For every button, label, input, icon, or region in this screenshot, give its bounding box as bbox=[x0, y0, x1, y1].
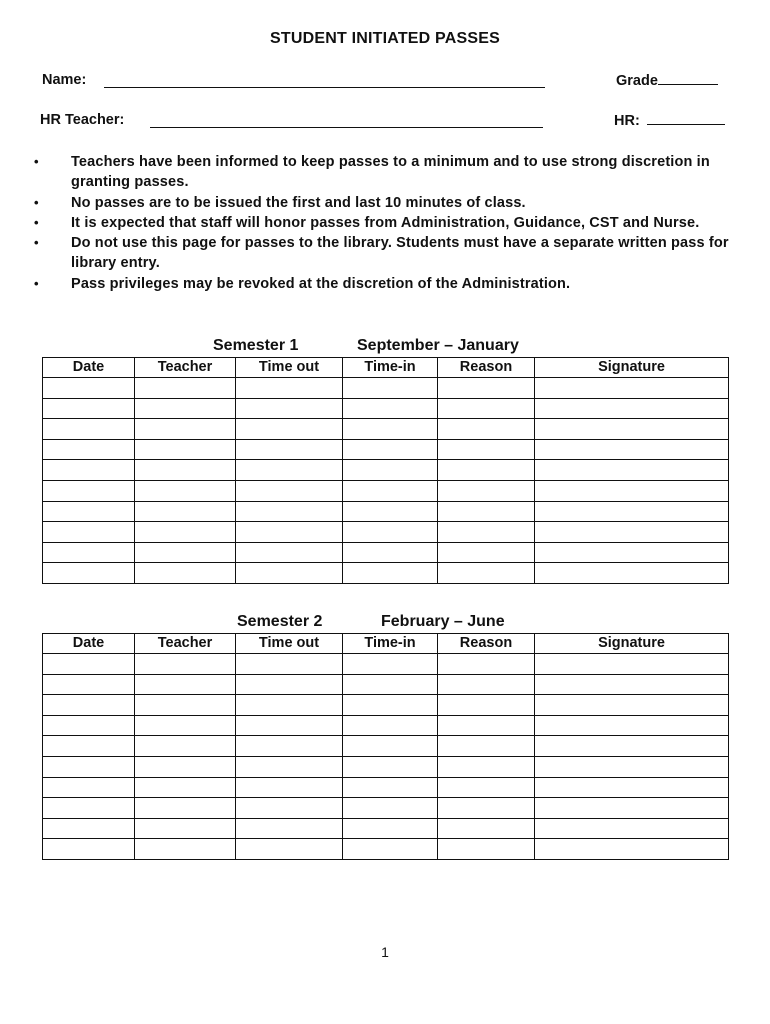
teacher-cell[interactable] bbox=[135, 695, 236, 716]
rule-text: No passes are to be issued the first and last 10 minutes of class. bbox=[71, 194, 526, 211]
date-cell[interactable] bbox=[43, 398, 135, 419]
bullet-icon: • bbox=[34, 194, 39, 210]
signature-cell[interactable] bbox=[535, 695, 729, 716]
time-out-cell[interactable] bbox=[236, 839, 343, 860]
table-row bbox=[43, 542, 729, 563]
col-header-teacher: Teacher bbox=[135, 358, 236, 378]
time-out-cell[interactable] bbox=[236, 674, 343, 695]
time-out-cell[interactable] bbox=[236, 818, 343, 839]
teacher-cell[interactable] bbox=[135, 542, 236, 563]
rule-item bbox=[34, 152, 746, 193]
time-out-cell[interactable] bbox=[236, 563, 343, 584]
time-in-cell[interactable] bbox=[343, 480, 438, 501]
reason-cell[interactable] bbox=[438, 756, 535, 777]
table-row bbox=[43, 460, 729, 481]
time-out-cell[interactable] bbox=[236, 756, 343, 777]
form-title: STUDENT INITIATED PASSES bbox=[269, 30, 500, 47]
table-header-row bbox=[43, 634, 729, 654]
reason-cell[interactable] bbox=[438, 674, 535, 695]
time-in-cell[interactable] bbox=[343, 715, 438, 736]
teacher-cell[interactable] bbox=[135, 654, 236, 675]
time-in-cell[interactable] bbox=[343, 736, 438, 757]
time-out-cell[interactable] bbox=[236, 542, 343, 563]
table-row bbox=[43, 398, 729, 419]
time-in-cell[interactable] bbox=[343, 756, 438, 777]
col-header-time-in: Time-in bbox=[343, 358, 438, 378]
signature-cell[interactable] bbox=[535, 563, 729, 584]
time-out-cell[interactable] bbox=[236, 480, 343, 501]
table-row bbox=[43, 419, 729, 440]
rule-item bbox=[34, 233, 746, 274]
time-in-cell[interactable] bbox=[343, 522, 438, 543]
reason-cell[interactable] bbox=[438, 460, 535, 481]
time-out-cell[interactable] bbox=[236, 419, 343, 440]
hr-blank[interactable] bbox=[647, 112, 725, 125]
signature-cell[interactable] bbox=[535, 654, 729, 675]
time-in-cell[interactable] bbox=[343, 419, 438, 440]
hr-field[interactable] bbox=[614, 112, 725, 129]
table-row bbox=[43, 563, 729, 584]
semester-1-table bbox=[42, 357, 729, 584]
page-number: 1 bbox=[381, 944, 389, 960]
rules-list bbox=[34, 152, 746, 294]
teacher-cell[interactable] bbox=[135, 563, 236, 584]
date-cell[interactable] bbox=[43, 501, 135, 522]
signature-cell[interactable] bbox=[535, 439, 729, 460]
time-in-cell[interactable] bbox=[343, 460, 438, 481]
semester-2-table bbox=[42, 633, 729, 860]
table-row bbox=[43, 522, 729, 543]
teacher-cell[interactable] bbox=[135, 839, 236, 860]
date-cell[interactable] bbox=[43, 736, 135, 757]
teacher-cell[interactable] bbox=[135, 460, 236, 481]
date-cell[interactable] bbox=[43, 777, 135, 798]
reason-cell[interactable] bbox=[438, 798, 535, 819]
teacher-cell[interactable] bbox=[135, 715, 236, 736]
time-out-cell[interactable] bbox=[236, 501, 343, 522]
col-header-signature: Signature bbox=[535, 358, 729, 378]
time-out-cell[interactable] bbox=[236, 715, 343, 736]
date-cell[interactable] bbox=[43, 715, 135, 736]
name-label: Name: bbox=[42, 72, 87, 88]
time-out-cell[interactable] bbox=[236, 398, 343, 419]
table-row bbox=[43, 439, 729, 460]
col-header-reason: Reason bbox=[438, 358, 535, 378]
signature-cell[interactable] bbox=[535, 839, 729, 860]
signature-cell[interactable] bbox=[535, 480, 729, 501]
table-row bbox=[43, 818, 729, 839]
hr-teacher-label: HR Teacher: bbox=[40, 112, 125, 128]
time-in-cell[interactable] bbox=[343, 501, 438, 522]
bullet-icon: • bbox=[34, 154, 39, 169]
grade-blank[interactable] bbox=[658, 72, 718, 85]
col-header-reason: Reason bbox=[438, 634, 535, 654]
reason-cell[interactable] bbox=[438, 736, 535, 757]
teacher-cell[interactable] bbox=[135, 756, 236, 777]
signature-cell[interactable] bbox=[535, 756, 729, 777]
signature-cell[interactable] bbox=[535, 501, 729, 522]
col-header-date: Date bbox=[43, 634, 135, 654]
name-field[interactable] bbox=[104, 74, 545, 88]
teacher-cell[interactable] bbox=[135, 398, 236, 419]
signature-cell[interactable] bbox=[535, 674, 729, 695]
signature-cell[interactable] bbox=[535, 522, 729, 543]
reason-cell[interactable] bbox=[438, 522, 535, 543]
reason-cell[interactable] bbox=[438, 378, 535, 399]
rule-item bbox=[34, 193, 746, 213]
rule-text: Do not use this page for passes to the library. Students must have a separate written pass for library entry. bbox=[71, 235, 729, 272]
reason-cell[interactable] bbox=[438, 398, 535, 419]
signature-cell[interactable] bbox=[535, 542, 729, 563]
reason-cell[interactable] bbox=[438, 654, 535, 675]
date-cell[interactable] bbox=[43, 480, 135, 501]
reason-cell[interactable] bbox=[438, 839, 535, 860]
bullet-icon: • bbox=[34, 214, 39, 230]
table-header-row bbox=[43, 358, 729, 378]
table-row bbox=[43, 501, 729, 522]
time-out-cell[interactable] bbox=[236, 460, 343, 481]
date-cell[interactable] bbox=[43, 695, 135, 716]
time-in-cell[interactable] bbox=[343, 378, 438, 399]
table-row bbox=[43, 674, 729, 695]
table-row bbox=[43, 839, 729, 860]
date-cell[interactable] bbox=[43, 818, 135, 839]
table-row bbox=[43, 654, 729, 675]
semester-1-label: Semester 1 bbox=[213, 337, 299, 354]
reason-cell[interactable] bbox=[438, 501, 535, 522]
signature-cell[interactable] bbox=[535, 777, 729, 798]
reason-cell[interactable] bbox=[438, 715, 535, 736]
time-in-cell[interactable] bbox=[343, 563, 438, 584]
time-out-cell[interactable] bbox=[236, 798, 343, 819]
table-row bbox=[43, 756, 729, 777]
signature-cell[interactable] bbox=[535, 419, 729, 440]
rule-item bbox=[34, 213, 746, 233]
date-cell[interactable] bbox=[43, 839, 135, 860]
date-cell[interactable] bbox=[43, 439, 135, 460]
time-in-cell[interactable] bbox=[343, 839, 438, 860]
reason-cell[interactable] bbox=[438, 695, 535, 716]
teacher-cell[interactable] bbox=[135, 378, 236, 399]
col-header-teacher: Teacher bbox=[135, 634, 236, 654]
reason-cell[interactable] bbox=[438, 818, 535, 839]
bullet-icon: • bbox=[34, 275, 39, 291]
time-in-cell[interactable] bbox=[343, 818, 438, 839]
table-row bbox=[43, 480, 729, 501]
bullet-icon: • bbox=[34, 235, 39, 251]
teacher-cell[interactable] bbox=[135, 419, 236, 440]
reason-cell[interactable] bbox=[438, 480, 535, 501]
table-row bbox=[43, 378, 729, 399]
date-cell[interactable] bbox=[43, 378, 135, 399]
time-in-cell[interactable] bbox=[343, 439, 438, 460]
col-header-time-out: Time out bbox=[236, 634, 343, 654]
rule-text: It is expected that staff will honor passes from Administration, Guidance, CST and Nurse. bbox=[71, 214, 700, 231]
semester-1-range: September – January bbox=[357, 337, 519, 354]
reason-cell[interactable] bbox=[438, 777, 535, 798]
date-cell[interactable] bbox=[43, 674, 135, 695]
date-cell[interactable] bbox=[43, 654, 135, 675]
table-row bbox=[43, 715, 729, 736]
hr-label: HR: bbox=[614, 113, 640, 129]
col-header-date: Date bbox=[43, 358, 135, 378]
time-in-cell[interactable] bbox=[343, 777, 438, 798]
teacher-cell[interactable] bbox=[135, 439, 236, 460]
time-in-cell[interactable] bbox=[343, 674, 438, 695]
teacher-cell[interactable] bbox=[135, 798, 236, 819]
date-cell[interactable] bbox=[43, 563, 135, 584]
signature-cell[interactable] bbox=[535, 736, 729, 757]
time-out-cell[interactable] bbox=[236, 777, 343, 798]
table-row bbox=[43, 695, 729, 716]
time-in-cell[interactable] bbox=[343, 398, 438, 419]
time-out-cell[interactable] bbox=[236, 439, 343, 460]
date-cell[interactable] bbox=[43, 798, 135, 819]
date-cell[interactable] bbox=[43, 522, 135, 543]
date-cell[interactable] bbox=[43, 542, 135, 563]
teacher-cell[interactable] bbox=[135, 522, 236, 543]
reason-cell[interactable] bbox=[438, 439, 535, 460]
signature-cell[interactable] bbox=[535, 398, 729, 419]
semester-2-label: Semester 2 bbox=[237, 613, 323, 630]
signature-cell[interactable] bbox=[535, 715, 729, 736]
col-header-time-in: Time-in bbox=[343, 634, 438, 654]
date-cell[interactable] bbox=[43, 419, 135, 440]
time-out-cell[interactable] bbox=[236, 522, 343, 543]
signature-cell[interactable] bbox=[535, 798, 729, 819]
grade-label: Grade bbox=[616, 73, 658, 89]
grade-field[interactable] bbox=[616, 72, 718, 89]
teacher-cell[interactable] bbox=[135, 480, 236, 501]
time-in-cell[interactable] bbox=[343, 695, 438, 716]
table-row bbox=[43, 777, 729, 798]
col-header-signature: Signature bbox=[535, 634, 729, 654]
reason-cell[interactable] bbox=[438, 563, 535, 584]
teacher-cell[interactable] bbox=[135, 777, 236, 798]
time-out-cell[interactable] bbox=[236, 378, 343, 399]
hr-teacher-field[interactable] bbox=[150, 114, 543, 128]
signature-cell[interactable] bbox=[535, 378, 729, 399]
reason-cell[interactable] bbox=[438, 542, 535, 563]
signature-cell[interactable] bbox=[535, 818, 729, 839]
reason-cell[interactable] bbox=[438, 419, 535, 440]
time-out-cell[interactable] bbox=[236, 654, 343, 675]
table-row bbox=[43, 736, 729, 757]
teacher-cell[interactable] bbox=[135, 818, 236, 839]
teacher-cell[interactable] bbox=[135, 736, 236, 757]
rule-text: Pass privileges may be revoked at the discretion of the Administration. bbox=[71, 275, 571, 292]
time-in-cell[interactable] bbox=[343, 654, 438, 675]
date-cell[interactable] bbox=[43, 756, 135, 777]
signature-cell[interactable] bbox=[535, 460, 729, 481]
col-header-time-out: Time out bbox=[236, 358, 343, 378]
semester-2-range: February – June bbox=[381, 613, 505, 630]
time-in-cell[interactable] bbox=[343, 542, 438, 563]
time-out-cell[interactable] bbox=[236, 695, 343, 716]
teacher-cell[interactable] bbox=[135, 674, 236, 695]
table-row bbox=[43, 798, 729, 819]
teacher-cell[interactable] bbox=[135, 501, 236, 522]
time-in-cell[interactable] bbox=[343, 798, 438, 819]
rule-text: Teachers have been informed to keep passes to a minimum and to use strong discretion in granting passes. bbox=[71, 154, 710, 191]
time-out-cell[interactable] bbox=[236, 736, 343, 757]
date-cell[interactable] bbox=[43, 460, 135, 481]
rule-item bbox=[34, 274, 746, 294]
